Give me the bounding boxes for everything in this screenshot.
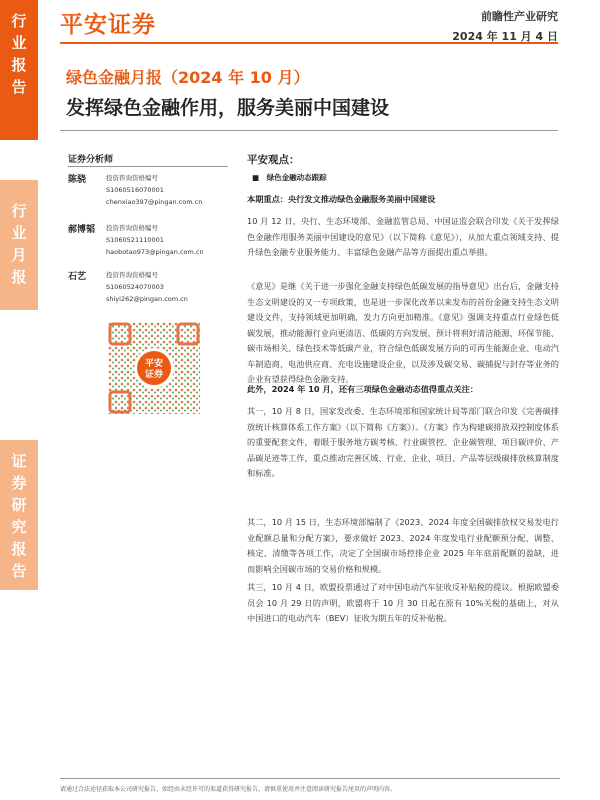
bullet-heading: ■ 绿色金融动态跟踪 — [252, 173, 327, 182]
side-char: 告 — [11, 78, 27, 96]
analyst-info — [106, 222, 204, 258]
qr-logo-text: 证券 — [144, 370, 164, 380]
side-tag-mid — [0, 200, 38, 288]
analyst-name: 石艺 — [68, 272, 87, 282]
side-char: 告 — [11, 562, 27, 580]
side-tag-top — [0, 10, 38, 98]
focus-heading: 此外，2024 年 10 月，还有三项绿色金融动态值得重点关注： — [247, 384, 479, 394]
paragraph: 10 月 12 日，央行、生态环境部、金融监管总局、中国证监会联合印发《关于发挥绿色金融作用服务美丽中国建设的意见》（以下简称《意见》），从加大重点领域支持、提升绿色金融专业服务能力、丰富绿色金融产品等方面提出重点举措。 — [247, 216, 559, 257]
company-logo: 平安证券 — [60, 12, 156, 38]
side-char: 月 — [11, 246, 27, 264]
analyst-email[interactable]: chenxiao397@pingan.com.cn — [106, 198, 203, 206]
analyst-email[interactable]: haobotao973@pingan.com.cn — [106, 248, 204, 256]
qr-logo-text: 平安 — [144, 359, 164, 369]
focus-heading: 本期重点：央行发文推动绿色金融服务美丽中国建设 — [247, 194, 436, 204]
side-char: 券 — [11, 474, 27, 492]
report-category: 前瞻性产业研究 — [481, 10, 558, 23]
paragraph: 其三，10 月 4 日，欧盟投票通过了对中国电动汽车征收反补贴税的提议。根据欧盟委员会 10 月 29 日的声明，欧盟将于 10 月 30 日起在原有 10%关税的基础上，对从中国进口的电动汽车（BEV）征收为期五年的反补贴税。 — [247, 582, 559, 623]
paragraph: 其二，10 月 15 日，生态环境部编制了《2023、2024 年度全国碳排放权交易发电行业配额总量和分配方案》，要求做好 2023、2024 年度发电行业配额预分配、调整、核定、清缴等各项工作，决定了全国碳市场控排企业 2025 年年底前配额的盈缺，进而影响全国碳市场的交易价格和规模。 — [247, 517, 559, 574]
side-char: 行 — [11, 202, 27, 220]
analyst-name: 郝博韬 — [68, 225, 96, 235]
analyst-qual-number: S1060516070001 — [106, 186, 164, 194]
footer-divider — [60, 778, 560, 779]
side-char: 证 — [11, 452, 27, 470]
paragraph: 其一，10 月 8 日，国家发改委、生态环境部和国家统计局等部门联合印发《完善碳排放统计核算体系工作方案》（以下简称《方案》）。《方案》作为构建碳排放双控制度体系的重要配套文件，着眼于服务地方碳考核、行业碳管控、企业碳管理、项目碳评价、产品碳足迹等工作，重点推动完善区域、行业、企业、项目、产品等层级碳排放核算制度和标准。 — [247, 406, 559, 478]
side-char: 行 — [11, 12, 27, 30]
analyst-info — [106, 172, 202, 208]
qr-code-icon[interactable] — [108, 322, 200, 414]
report-subtitle: 绿色金融月报（2024 年 10 月） — [66, 68, 310, 87]
analyst-qual-label: 投资咨询资格编号 — [106, 271, 158, 279]
analyst-qual-number: S1060524070003 — [106, 283, 164, 291]
analyst-email[interactable]: shiyi262@pingan.com.cn — [106, 295, 188, 303]
analyst-qual-label: 投资咨询资格编号 — [106, 174, 158, 182]
side-char: 报 — [11, 56, 27, 74]
side-tag-bot — [0, 450, 38, 582]
side-char: 究 — [11, 518, 27, 536]
footer-disclaimer: 请通过合法途径获取本公司研究报告，如经由未经许可的渠道获得研究报告，请慎重使用并注意阅读研究报告尾页的声明内容。 — [60, 786, 397, 793]
report-title: 发挥绿色金融作用，服务美丽中国建设 — [66, 97, 390, 119]
analyst-qual-label: 投资咨询资格编号 — [106, 224, 158, 232]
side-char: 报 — [11, 540, 27, 558]
analyst-name: 陈骁 — [68, 175, 87, 185]
paragraph: 《意见》是继《关于进一步强化金融支持绿色低碳发展的指导意见》出台后，金融支持生态文明建设的又一专项政策，也是进一步深化改革以来发布的首份金融支持生态文明建设文件，支持领域更加明确，发力方向更加精准。《意见》强调支持重点行业绿色低碳发展，推动能源行业向更清洁、低碳的方向发展，预计将利好清洁能源、环保节能、碳市场相关、绿色技术等低碳产业，符合绿色低碳发展方向的可再生能源企业、电动汽车制造商、电池供应商、充电设施建设企业，以及涉及碳交易、碳捕捉与封存等业务的企业有望获得绿色金融支持。 — [247, 281, 559, 384]
side-char: 报 — [11, 268, 27, 286]
title-divider — [60, 130, 558, 131]
analysts-divider — [68, 166, 228, 167]
side-char: 业 — [11, 34, 27, 52]
section-title: 平安观点： — [247, 154, 300, 166]
side-char: 研 — [11, 496, 27, 514]
report-date: 2024 年 11 月 4 日 — [452, 30, 558, 43]
side-banner — [0, 0, 38, 800]
analysts-heading: 证券分析师 — [68, 155, 114, 165]
analyst-info — [106, 269, 188, 305]
side-char: 业 — [11, 224, 27, 242]
analyst-qual-number: S1060521110001 — [106, 236, 164, 244]
